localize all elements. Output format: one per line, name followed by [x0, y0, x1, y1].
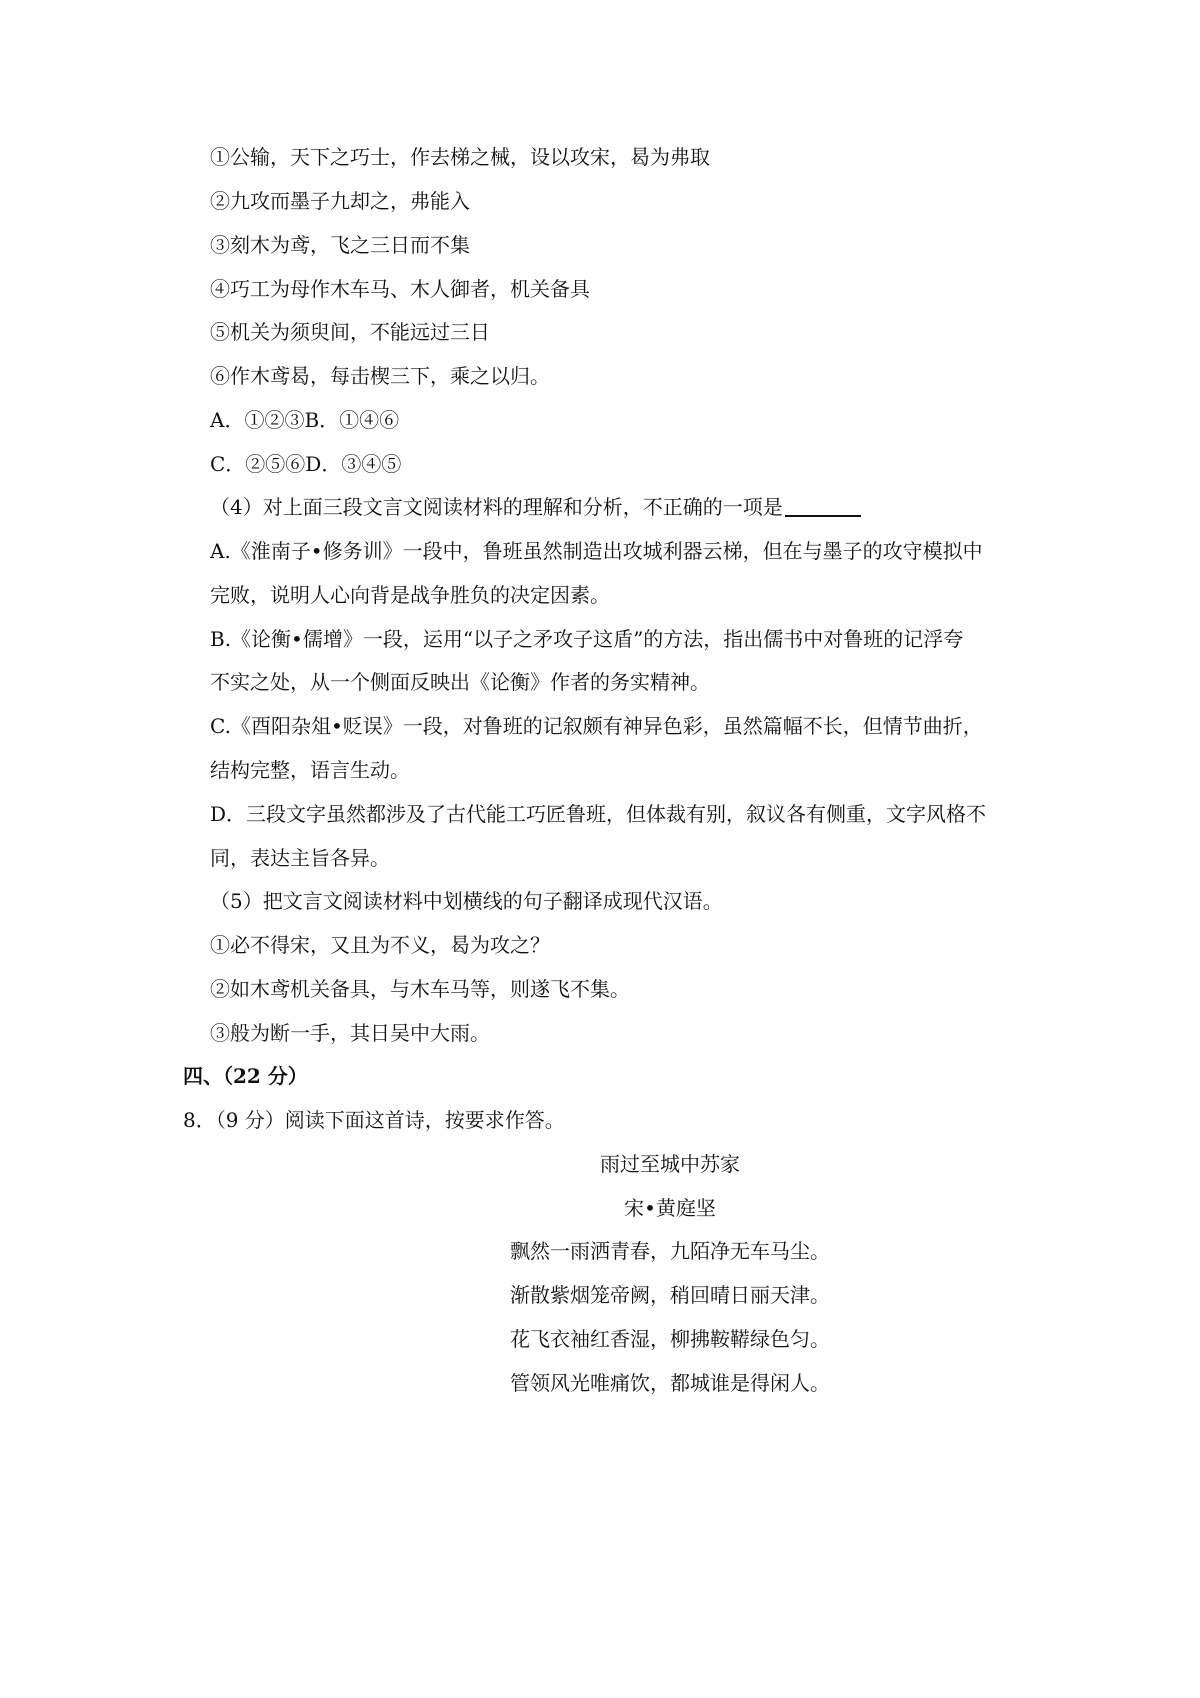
q4-option-c-line2: 结构完整，语言生动。 [210, 758, 410, 782]
statement-5: ⑤机关为须臾间，不能远过三日 [210, 320, 490, 344]
q4-option-b-line2: 不实之处，从一个侧面反映出《论衡》作者的务实精神。 [210, 670, 710, 694]
q4-option-b-line1: B.《论衡•儒增》一段，运用“以子之矛攻子这盾”的方法，指出儒书中对鲁班的记浮夸 [210, 627, 964, 651]
statement-1: ①公输，天下之巧士，作去梯之械，设以攻宋，曷为弗取 [210, 145, 710, 169]
q5-item-1: ①必不得宋，又且为不义，曷为攻之？ [210, 933, 550, 957]
poem-line-4: 管领风光唯痛饮，都城谁是得闲人。 [510, 1371, 830, 1395]
statement-6: ⑥作木鸢曷，每击楔三下，乘之以归。 [210, 364, 550, 388]
q4-option-a-line2: 完败，说明人心向背是战争胜负的决定因素。 [210, 583, 610, 607]
poem-author: 宋•黄庭坚 [624, 1196, 716, 1220]
choice-row-ab: A．①②③B．①④⑥ [210, 408, 400, 432]
q5-item-3: ③般为断一手，其日吴中大雨。 [210, 1021, 490, 1045]
statement-3: ③刻木为鸢，飞之三日而不集 [210, 233, 470, 257]
answer-blank [785, 515, 861, 517]
statement-4: ④巧工为母作木车马、木人御者，机关备具 [210, 277, 590, 301]
question-8-stem: 8．（9 分）阅读下面这首诗，按要求作答。 [183, 1108, 565, 1132]
poem-line-2: 渐散紫烟笼帝阙，稍回晴日丽天津。 [510, 1283, 830, 1307]
statement-2: ②九攻而墨子九却之，弗能入 [210, 189, 470, 213]
q4-option-d-line1: D．三段文字虽然都涉及了古代能工巧匠鲁班，但体裁有别，叙议各有侧重，文字风格不 [210, 802, 987, 826]
question-4-stem-text: （4）对上面三段文言文阅读材料的理解和分析，不正确的一项是 [210, 495, 783, 519]
q4-option-c-line1: C.《酉阳杂俎•贬误》一段，对鲁班的记叙颇有神异色彩，虽然篇幅不长，但情节曲折， [210, 714, 983, 738]
q4-option-d-line2: 同，表达主旨各异。 [210, 846, 390, 870]
choice-row-cd: C．②⑤⑥D．③④⑤ [210, 452, 402, 476]
section-heading: 四、（22 分） [183, 1064, 308, 1088]
question-5-stem: （5）把文言文阅读材料中划横线的句子翻译成现代汉语。 [210, 889, 723, 913]
q5-item-2: ②如木鸢机关备具，与木车马等，则遂飞不集。 [210, 977, 630, 1001]
q4-option-a-line1: A.《淮南子•修务训》一段中，鲁班虽然制造出攻城利器云梯，但在与墨子的攻守模拟中 [210, 539, 983, 563]
question-4-stem [210, 494, 861, 520]
poem-title: 雨过至城中苏家 [600, 1152, 740, 1176]
poem-line-3: 花飞衣袖红香湿，柳拂鞍鞯绿色匀。 [510, 1327, 830, 1351]
poem-line-1: 飘然一雨洒青春，九陌净无车马尘。 [510, 1239, 830, 1263]
